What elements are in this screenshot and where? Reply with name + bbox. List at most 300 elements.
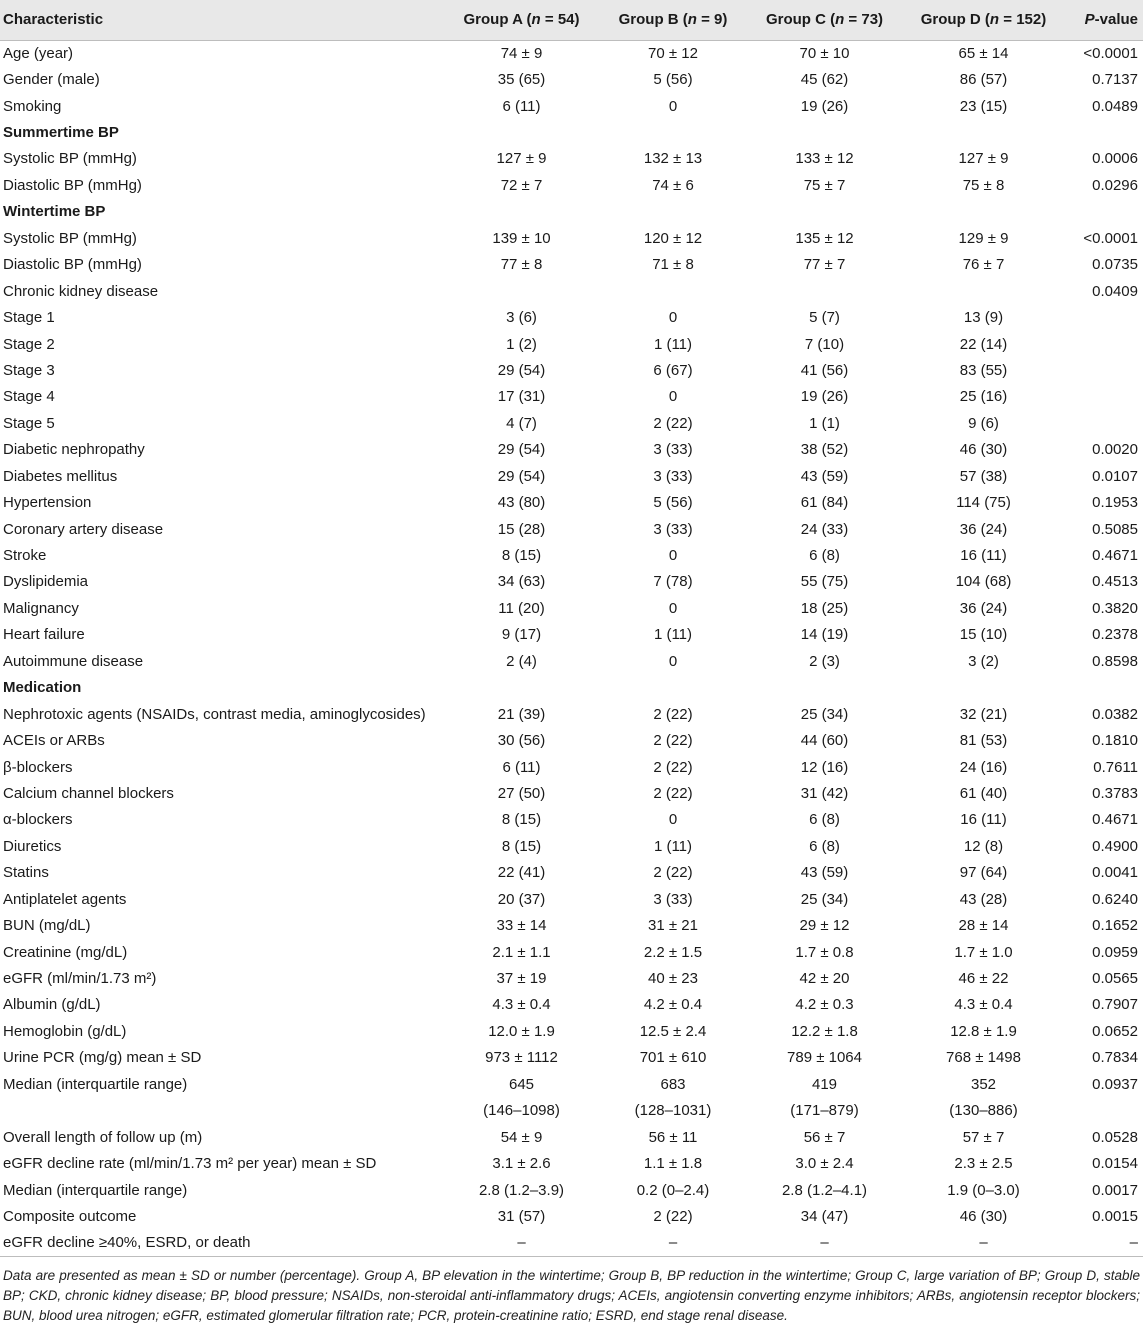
- group-d-value: 104 (68): [955, 573, 1012, 591]
- group-c-value: 1.7 ± 0.8: [795, 943, 854, 961]
- header-group-d-n: n: [989, 11, 1000, 29]
- group-d-value: [906, 675, 1061, 701]
- row-label: Chronic kidney disease: [3, 282, 159, 300]
- group-b-value: 71 ± 8: [652, 256, 694, 274]
- group-c-value: [743, 675, 906, 701]
- group-d-value: 36 (24): [959, 599, 1008, 617]
- table-row: [0, 569, 1143, 595]
- table-row: [0, 516, 1143, 542]
- group-b-value: 3 (33): [653, 441, 693, 459]
- group-a-value: 3 (6): [506, 309, 537, 327]
- row-label: Heart failure: [3, 626, 85, 644]
- table-row: [0, 939, 1143, 965]
- header-group-d: [906, 0, 1061, 40]
- group-c-value: 2 (3): [809, 652, 840, 670]
- p-value: 0.4671: [1092, 811, 1138, 829]
- group-a-value: 34 (63): [497, 573, 546, 591]
- group-b-value: 40 ± 23: [648, 970, 698, 988]
- group-b-value: 2 (22): [653, 732, 693, 750]
- group-d-value: 57 (38): [959, 467, 1008, 485]
- p-value: 0.7137: [1092, 71, 1138, 89]
- group-b-value: 12.5 ± 2.4: [639, 1022, 707, 1040]
- header-characteristic: Characteristic: [0, 0, 440, 40]
- group-b-value: 0: [668, 811, 678, 829]
- group-c-value: 75 ± 7: [803, 176, 846, 194]
- table-row: [0, 542, 1143, 568]
- row-label: Autoimmune disease: [3, 652, 144, 670]
- group-d-value: 114 (75): [956, 494, 1011, 512]
- group-b-value: [603, 675, 743, 701]
- group-b-value: 6 (67): [653, 361, 693, 379]
- group-d-value: 86 (57): [959, 71, 1008, 89]
- group-a-value: 29 (54): [497, 467, 546, 485]
- header-group-a-n: n: [531, 11, 541, 29]
- header-group-c-prefix: Group C (: [765, 11, 836, 29]
- row-label: Diabetic nephropathy: [3, 441, 145, 459]
- group-a-value: 15 (28): [497, 520, 546, 538]
- group-d-value: [906, 199, 1061, 225]
- header-group-d-prefix: Group D (: [920, 11, 990, 29]
- group-a-value: 54 ± 9: [500, 1128, 543, 1146]
- group-c-value: 44 (60): [800, 732, 849, 750]
- group-d-value: 46 (30): [959, 441, 1008, 459]
- group-c-value: 3.0 ± 2.4: [795, 1155, 854, 1173]
- group-b-value: 0: [668, 97, 678, 115]
- table-row: [0, 172, 1143, 198]
- p-value: 0.3820: [1092, 599, 1138, 617]
- group-d-value: [906, 278, 1061, 304]
- group-d-value: 9 (6): [968, 414, 999, 432]
- group-d-value: 127 ± 9: [958, 150, 1009, 168]
- row-label: eGFR decline ≥40%, ESRD, or death: [0, 1230, 440, 1256]
- p-value: 0.1953: [1092, 494, 1138, 512]
- group-a-value: 8 (15): [501, 811, 542, 829]
- row-label: Antiplatelet agents: [3, 890, 127, 908]
- row-label: Smoking: [3, 97, 62, 115]
- group-d-value: 1.9 (0–3.0): [947, 1181, 1020, 1199]
- header-group-c: [743, 0, 906, 40]
- group-a-value: 139 ± 10: [492, 229, 551, 247]
- header-group-a: [440, 0, 603, 40]
- group-a-value: [440, 119, 603, 145]
- p-value: [1061, 331, 1143, 357]
- group-b-value: –: [603, 1230, 743, 1256]
- group-a-value: 8 (15): [501, 547, 542, 565]
- group-c-value: 43 (59): [800, 864, 849, 882]
- p-value: 0.2378: [1092, 626, 1138, 644]
- header-group-d-suffix: = 152): [999, 11, 1047, 29]
- group-a-value: 2 (4): [506, 652, 537, 670]
- group-a-value: (146–1098): [483, 1102, 560, 1120]
- table-row: [0, 886, 1143, 912]
- group-a-value: [440, 278, 603, 304]
- group-b-value: 1 (11): [653, 837, 693, 855]
- group-a-value: 2.1 ± 1.1: [492, 943, 551, 961]
- row-label: Hypertension: [3, 494, 92, 512]
- row-label: Median (interquartile range): [3, 1075, 188, 1093]
- table-row: [0, 93, 1143, 119]
- group-c-value: 19 (26): [800, 97, 849, 115]
- group-d-value: 768 ± 1498: [946, 1049, 1021, 1067]
- group-d-value: 4.3 ± 0.4: [954, 996, 1013, 1014]
- p-value: 0.0017: [1092, 1181, 1138, 1199]
- group-d-value: 28 ± 14: [958, 917, 1009, 935]
- group-c-value: 42 ± 20: [799, 970, 850, 988]
- group-d-value: 352: [970, 1075, 997, 1093]
- p-value: 0.4513: [1092, 573, 1138, 591]
- group-c-value: 6 (8): [809, 547, 840, 565]
- group-a-value: 4 (7): [506, 414, 537, 432]
- p-value: 0.1652: [1092, 917, 1138, 935]
- section-header-row: [0, 675, 1143, 701]
- p-value: 0.0020: [1092, 441, 1138, 459]
- p-value: [1061, 675, 1143, 701]
- row-label: Age (year): [3, 44, 74, 62]
- table-row: [0, 754, 1143, 780]
- group-c-value: 19 (26): [800, 388, 849, 406]
- group-c-value: 789 ± 1064: [787, 1049, 862, 1067]
- group-c-value: 135 ± 12: [795, 229, 854, 247]
- table-row: [0, 410, 1143, 436]
- table-row: [0, 384, 1143, 410]
- row-label: Wintertime BP: [3, 203, 106, 221]
- table-row: [0, 912, 1143, 938]
- group-b-value: 0.2 (0–2.4): [636, 1181, 710, 1199]
- group-c-value: 38 (52): [800, 441, 849, 459]
- row-label: Diuretics: [3, 837, 62, 855]
- group-c-value: 77 ± 7: [803, 256, 846, 274]
- table-row: [0, 1203, 1143, 1229]
- table-row: [0, 304, 1143, 330]
- row-label: Diastolic BP (mmHg): [3, 176, 142, 194]
- group-c-value: 1 (1): [809, 414, 840, 432]
- group-d-value: 1.7 ± 1.0: [954, 943, 1013, 961]
- p-value: 0.7611: [1093, 758, 1138, 776]
- row-label: Overall length of follow up (m): [3, 1128, 203, 1146]
- header-group-b-suffix: = 9): [696, 11, 728, 29]
- group-c-value: 45 (62): [800, 71, 849, 89]
- header-p-suffix: -value: [1094, 11, 1138, 29]
- group-c-value: 34 (47): [800, 1207, 849, 1225]
- group-b-value: 0: [668, 599, 678, 617]
- table-row: [0, 1177, 1143, 1203]
- group-b-value: 2 (22): [653, 414, 693, 432]
- group-c-value: [743, 119, 906, 145]
- group-a-value: 1 (2): [506, 335, 537, 353]
- group-d-value: 76 ± 7: [962, 256, 1005, 274]
- row-label: Medication: [3, 679, 82, 697]
- header-group-b-n: n: [687, 11, 697, 29]
- p-value: 0.0015: [1092, 1207, 1138, 1225]
- group-d-value: 23 (15): [959, 97, 1008, 115]
- group-d-value: 16 (11): [960, 811, 1007, 829]
- row-label: Stage 5: [3, 414, 55, 432]
- table-row: [0, 489, 1143, 515]
- section-header-row: [0, 199, 1143, 225]
- row-label: eGFR decline rate (ml/min/1.73 m² per year) mean ± SD: [3, 1155, 377, 1173]
- group-c-value: 6 (8): [809, 811, 840, 829]
- group-d-value: [906, 119, 1061, 145]
- group-b-value: 3 (33): [653, 890, 693, 908]
- table-row: [0, 40, 1143, 66]
- row-label: Stage 3: [3, 361, 55, 379]
- table-row: [0, 1150, 1143, 1176]
- group-a-value: 9 (17): [501, 626, 542, 644]
- row-label: Hemoglobin (g/dL): [3, 1022, 127, 1040]
- p-value: 0.0041: [1092, 864, 1138, 882]
- group-c-value: 419: [811, 1075, 838, 1093]
- group-d-value: 97 (64): [959, 864, 1008, 882]
- group-a-value: 43 (80): [497, 494, 546, 512]
- group-c-value: 4.2 ± 0.3: [795, 996, 854, 1014]
- group-c-value: 2.8 (1.2–4.1): [781, 1181, 868, 1199]
- row-label: Statins: [3, 864, 49, 882]
- table-row: [0, 66, 1143, 92]
- group-b-value: 5 (56): [653, 494, 693, 512]
- group-b-value: 1 (11): [653, 626, 693, 644]
- table-header-row: [0, 0, 1143, 40]
- group-a-value: 6 (11): [502, 97, 541, 115]
- row-label: Composite outcome: [3, 1207, 137, 1225]
- table-row: [0, 780, 1143, 806]
- group-b-value: 0: [668, 388, 678, 406]
- group-c-value: 43 (59): [800, 467, 849, 485]
- section-header-row: [0, 119, 1143, 145]
- group-d-value: 16 (11): [960, 547, 1007, 565]
- row-label: Nephrotoxic agents (NSAIDs, contrast media, aminoglycosides): [3, 705, 426, 723]
- group-d-value: 25 (16): [959, 388, 1008, 406]
- group-c-value: [743, 278, 906, 304]
- group-d-value: 57 ± 7: [962, 1128, 1005, 1146]
- header-group-c-n: n: [835, 11, 845, 29]
- group-b-value: 132 ± 13: [643, 150, 703, 168]
- group-a-value: 30 (56): [497, 732, 546, 750]
- group-a-value: 4.3 ± 0.4: [492, 996, 551, 1014]
- table-row: [0, 437, 1143, 463]
- table-footnote: Data are presented as mean ± SD or number (percentage). Group A, BP elevation in the wintertime; Group B, BP reduction in the wintertime; Group C, large variation of BP; Group D, stable BP; CKD, chronic kidney disease; BP, blood pressure; NSAIDs, non-steroidal anti-inflammatory drugs; ACEIs, angiotensin converting enzyme inhibitors; ARBs, angiotensin receptor blockers; BUN, blood urea nitrogen; eGFR, estimated glomerular filtration rate; PCR, protein-creatinine ratio; ESRD, end stage renal disease.: [3, 1267, 1140, 1323]
- table-row: [0, 807, 1143, 833]
- group-c-value: 14 (19): [800, 626, 849, 644]
- table-row: [0, 331, 1143, 357]
- table-row: [0, 225, 1143, 251]
- header-group-b-prefix: Group B (: [618, 11, 688, 29]
- group-d-value: 46 ± 22: [958, 970, 1009, 988]
- p-value: 0.0154: [1092, 1155, 1138, 1173]
- row-label: Stage 2: [3, 335, 55, 353]
- header-group-c-suffix: = 73): [844, 11, 884, 29]
- table-row: [0, 622, 1143, 648]
- group-a-value: 6 (11): [502, 758, 541, 776]
- p-value: –: [1061, 1230, 1143, 1256]
- group-d-value: 22 (14): [959, 335, 1008, 353]
- row-label: [0, 1098, 440, 1124]
- group-b-value: [603, 199, 743, 225]
- group-b-value: 0: [668, 652, 678, 670]
- group-c-value: [743, 199, 906, 225]
- row-label: Stage 1: [3, 309, 55, 327]
- header-group-b: [603, 0, 743, 40]
- group-b-value: 4.2 ± 0.4: [643, 996, 703, 1014]
- group-a-value: 72 ± 7: [500, 176, 543, 194]
- group-c-value: 18 (25): [800, 599, 849, 617]
- group-c-value: 24 (33): [800, 520, 849, 538]
- group-c-value: 56 ± 7: [803, 1128, 846, 1146]
- group-d-value: 65 ± 14: [958, 44, 1009, 62]
- group-d-value: (130–886): [949, 1102, 1018, 1120]
- table-row: [0, 252, 1143, 278]
- group-a-value: 12.0 ± 1.9: [488, 1022, 555, 1040]
- table-row: [0, 1018, 1143, 1044]
- p-value: 0.0382: [1092, 705, 1138, 723]
- p-value: [1061, 304, 1143, 330]
- group-d-value: 81 (53): [959, 732, 1008, 750]
- p-value: 0.0528: [1092, 1128, 1138, 1146]
- p-value: 0.8598: [1092, 652, 1138, 670]
- p-value: 0.0959: [1092, 943, 1138, 961]
- row-label: Malignancy: [3, 599, 79, 617]
- group-a-value: 127 ± 9: [496, 150, 547, 168]
- p-value: 0.3783: [1092, 784, 1138, 802]
- group-c-value: 12 (16): [800, 758, 849, 776]
- group-d-value: 61 (40): [959, 784, 1008, 802]
- row-label: BUN (mg/dL): [3, 917, 91, 935]
- group-b-value: (128–1031): [634, 1102, 712, 1120]
- group-c-value: 29 ± 12: [799, 917, 850, 935]
- p-value: 0.0409: [1092, 282, 1138, 300]
- group-a-value: 8 (15): [501, 837, 542, 855]
- group-b-value: [603, 278, 743, 304]
- group-a-value: 2.8 (1.2–3.9): [478, 1181, 565, 1199]
- group-a-value: 29 (54): [497, 361, 546, 379]
- group-a-value: 11 (20): [498, 599, 545, 617]
- table-row: [0, 727, 1143, 753]
- group-b-value: 5 (56): [653, 71, 693, 89]
- group-b-value: 7 (78): [653, 573, 693, 591]
- group-b-value: 56 ± 11: [648, 1128, 698, 1146]
- table-row: [0, 357, 1143, 383]
- p-value: 0.0006: [1092, 150, 1138, 168]
- table-row: [0, 463, 1143, 489]
- group-d-value: 3 (2): [968, 652, 999, 670]
- group-d-value: 36 (24): [959, 520, 1008, 538]
- table-row: [0, 992, 1143, 1018]
- group-c-value: 41 (56): [800, 361, 849, 379]
- group-b-value: 0: [668, 309, 678, 327]
- group-b-value: 683: [660, 1075, 686, 1093]
- p-value: 0.0565: [1092, 970, 1138, 988]
- group-b-value: 2 (22): [653, 758, 693, 776]
- header-p-value: [1061, 0, 1143, 40]
- table-row: [0, 1045, 1143, 1071]
- p-value: [1061, 199, 1143, 225]
- row-label: Systolic BP (mmHg): [3, 229, 137, 247]
- group-c-value: 31 (42): [800, 784, 849, 802]
- table-row: [0, 1071, 1143, 1097]
- group-b-value: 31 ± 21: [648, 917, 698, 935]
- row-label: Urine PCR (mg/g) mean ± SD: [3, 1049, 202, 1067]
- p-value: 0.4671: [1092, 547, 1138, 565]
- p-value: 0.6240: [1092, 890, 1138, 908]
- row-label: Diabetes mellitus: [3, 467, 118, 485]
- group-d-value: 15 (10): [959, 626, 1008, 644]
- group-c-value: 12.2 ± 1.8: [791, 1022, 858, 1040]
- p-value: [1061, 357, 1143, 383]
- row-label: Stroke: [3, 547, 47, 565]
- group-d-value: 43 (28): [959, 890, 1008, 908]
- p-value: 0.4900: [1092, 837, 1138, 855]
- group-a-value: 35 (65): [497, 71, 546, 89]
- group-a-value: 37 ± 19: [496, 970, 547, 988]
- p-value: 0.0489: [1092, 97, 1138, 115]
- group-c-value: 70 ± 10: [799, 44, 850, 62]
- table-row: [0, 1124, 1143, 1150]
- row-label: Diastolic BP (mmHg): [3, 256, 142, 274]
- group-b-value: 3 (33): [653, 467, 693, 485]
- group-a-value: 645: [508, 1075, 535, 1093]
- p-value: 0.0937: [1092, 1075, 1138, 1093]
- group-b-value: 2 (22): [653, 784, 693, 802]
- p-value: [1061, 410, 1143, 436]
- group-b-value: 0: [668, 547, 678, 565]
- p-value: 0.5085: [1092, 520, 1138, 538]
- table-row: [0, 278, 1143, 304]
- group-c-value: 25 (34): [800, 890, 849, 908]
- group-b-value: 1 (11): [653, 335, 693, 353]
- p-value: 0.0652: [1092, 1022, 1138, 1040]
- group-a-value: 74 ± 9: [500, 44, 543, 62]
- group-b-value: 70 ± 12: [648, 44, 698, 62]
- group-a-value: 29 (54): [497, 441, 546, 459]
- group-a-value: 22 (41): [497, 864, 546, 882]
- group-a-value: 21 (39): [497, 705, 546, 723]
- p-value: [1061, 1098, 1143, 1124]
- group-c-value: 133 ± 12: [795, 150, 854, 168]
- group-b-value: 120 ± 12: [643, 229, 703, 247]
- group-d-value: 46 (30): [959, 1207, 1008, 1225]
- table-row: [0, 595, 1143, 621]
- table-row: [0, 1098, 1143, 1124]
- p-value: 0.1810: [1092, 732, 1138, 750]
- group-a-value: [440, 199, 603, 225]
- table-body: [0, 40, 1143, 1256]
- group-b-value: [603, 119, 743, 145]
- group-c-value: 25 (34): [800, 705, 849, 723]
- row-label: ACEIs or ARBs: [3, 732, 105, 750]
- group-b-value: 2.2 ± 1.5: [643, 943, 703, 961]
- group-a-value: 3.1 ± 2.6: [492, 1155, 551, 1173]
- row-label: α-blockers: [3, 811, 73, 829]
- row-label: Systolic BP (mmHg): [3, 150, 137, 168]
- p-value: <0.0001: [1083, 44, 1138, 62]
- group-d-value: 12.8 ± 1.9: [950, 1022, 1017, 1040]
- group-c-value: 55 (75): [800, 573, 849, 591]
- p-value: <0.0001: [1083, 229, 1138, 247]
- p-value: 0.0296: [1092, 176, 1138, 194]
- group-b-value: 2 (22): [653, 705, 693, 723]
- row-label: Coronary artery disease: [3, 520, 164, 538]
- group-a-value: 17 (31): [497, 388, 546, 406]
- group-d-value: 75 ± 8: [962, 176, 1005, 194]
- row-label: Summertime BP: [3, 124, 119, 142]
- p-value: [1061, 119, 1143, 145]
- group-c-value: 7 (10): [804, 335, 845, 353]
- header-p-italic: P: [1084, 11, 1095, 29]
- group-d-value: –: [906, 1230, 1061, 1256]
- p-value: 0.0107: [1092, 467, 1138, 485]
- p-value: 0.7907: [1092, 996, 1138, 1014]
- group-a-value: [440, 675, 603, 701]
- header-group-a-suffix: = 54): [540, 11, 580, 29]
